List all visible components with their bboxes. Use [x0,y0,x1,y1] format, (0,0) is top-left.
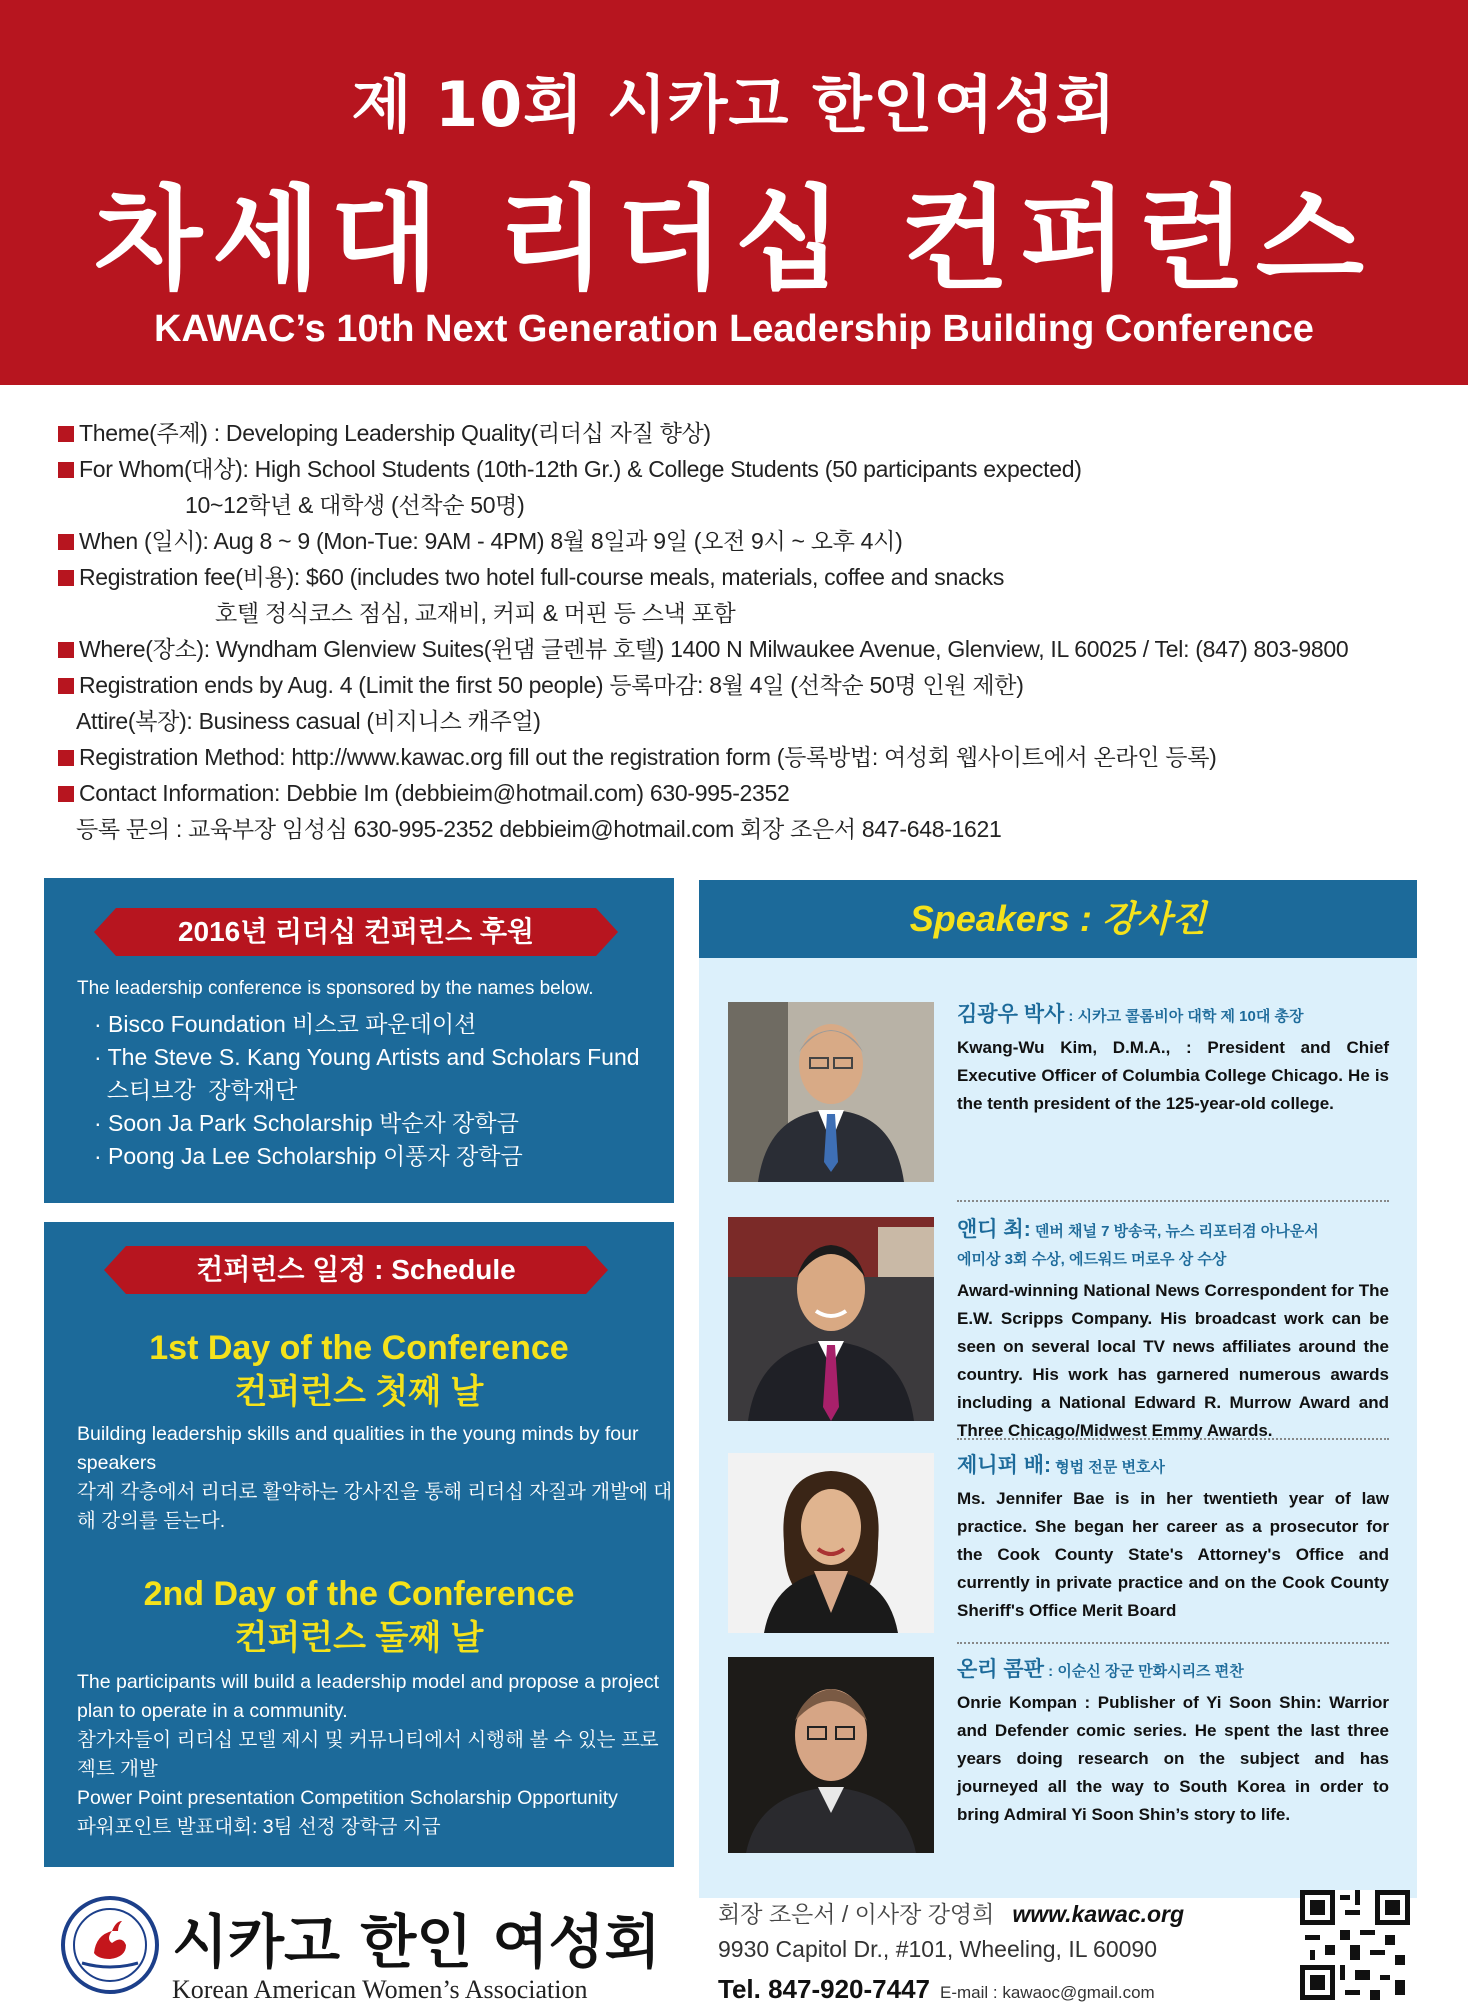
sponsor-item: 스티브강 장학재단 [94,1077,298,1103]
bullet-square-icon [58,678,74,694]
bullet-square-icon [58,642,74,658]
bullet-square-icon [58,750,74,766]
info-attire: Attire(복장): Business casual (비지니스 캐주얼) [76,708,541,734]
speaker-photo [728,1657,934,1853]
info-registration-ends: Registration ends by Aug. 4 (Limit the first 50 people) 등록마감: 8월 4일 (선착순 50명 인원 제한) [58,667,1438,703]
info-fee-kr: 호텔 정식코스 점심, 교재비, 커피 & 머핀 등 스낵 포함 [215,600,736,626]
header-english-title: KAWAC’s 10th Next Generation Leadership Building Conference [154,308,1314,350]
speakers-heading: Speakers : 강사진 [699,880,1417,958]
footer-email[interactable]: E-mail : kawaoc@gmail.com [940,1983,1155,2002]
info-when: When (일시): Aug 8 ~ 9 (Mon-Tue: 9AM - 4PM) 8월 8일과 9일 (오전 9시 ~ 오후 4시) [58,523,1438,559]
speaker-separator [957,1200,1389,1202]
org-name-english: Korean American Women’s Association [172,1975,588,2004]
info-method: Registration Method: http://www.kawac.org fill out the registration form (등록방법: 여성회 웹사이트에서 온라인 등록) [58,739,1438,775]
day2-text: The participants will build a leadership model and propose a project plan to operate in a community. 참가자들이 리더십 모델 제시 및 커뮤니티에서 시행해 볼 수 있는 프로젝트 개발 Power Point presentation Competition Scholarship Opportunity 파워포인트 발표대회: 3팀 선정 장학금 지급 [77,1671,660,1838]
info-for-whom: For Whom(대상): High School Students (10th-12th Gr.) & College Students (50 participants expected) [58,451,1438,487]
info-fee: Registration fee(비용): $60 (includes two hotel full-course meals, materials, coffee and snacks [58,559,1438,595]
day1-text: Building leadership skills and qualities in the young minds by four speakers 각계 각층에서 리더로 활약하는 강사진을 통해 리더십 자질과 개발에 대해 강의를 듣는다. [77,1423,673,1532]
sponsors-panel [44,878,674,1203]
event-info [58,415,1438,847]
schedule-title: 컨퍼런스 일정 : Schedule [126,1246,586,1294]
speaker-bio: Kwang-Wu Kim, D.M.A., : President and Chief Executive Officer of Columbia College Chicago. He is the tenth president of the 125-year-old college. [957,1038,1389,1113]
footer-address: 9930 Capitol Dr., #101, Wheeling, IL 60090 [718,1936,1157,1962]
qr-code-icon[interactable] [1300,1890,1410,2000]
speakers-panel [699,880,1417,1898]
sponsor-item: · Soon Ja Park Scholarship 박순자 장학금 [94,1110,519,1136]
header-title: 차세대 리더십 컨퍼런스 [94,175,1374,305]
footer-website-link[interactable]: www.kawac.org [1012,1901,1185,1927]
speaker-photo [728,1453,934,1633]
org-name-korean: 시카고 한인 여성회 [172,1908,661,1976]
speaker-text [957,1217,1389,1445]
speaker-name: 제니퍼 배: [957,1454,1051,1477]
day1-title-kr: 컨퍼런스 첫째 날 [234,1373,484,1411]
speaker-bio: Onrie Kompan : Publisher of Yi Soon Shin: Warrior and Defender comic series. He spent the last three years doing research on the subject and has journeyed all the way to South Korea in order to bring Admiral Yi Soon Shin’s story to life. [957,1693,1389,1824]
header-banner [0,0,1468,385]
kawa-logo-icon [60,1895,160,1995]
speaker-text [957,1453,1389,1625]
info-theme: Theme(주제) : Developing Leadership Quality(리더십 자질 향상) [58,415,1438,451]
speaker-role-2: 에미상 3회 수상, 에드워드 머로우 상 수상 [957,1251,1227,1268]
footer-tel: Tel. 847-920-7447 [718,1974,930,2004]
sponsors-list [94,1008,640,1173]
speaker-name: 앤디 최: [957,1218,1031,1241]
speaker-role: 형법 전문 변호사 [1050,1459,1165,1476]
day2-title-en: 2nd Day of the Conference [143,1575,575,1613]
bullet-square-icon [58,426,74,442]
day1-title-en: 1st Day of the Conference [149,1329,569,1367]
speaker-photo [728,1002,934,1182]
speaker-bio: Award-winning National News Correspondent for The E.W. Scripps Company. His broadcast work can be seen on several local TV news affiliates around the country. His work has garnered numerous awards including a National Edward R. Murrow Award and Three Chicago/Midwest Emmy Awards. [957,1281,1389,1440]
info-for-whom-kr: 10~12학년 & 대학생 (선착순 50명) [185,492,525,518]
day2-title-kr: 컨퍼런스 둘째 날 [234,1619,484,1657]
speaker-role: : 시카고 콜롬비아 대학 제 10대 총장 [1064,1008,1304,1025]
bullet-square-icon [58,462,74,478]
speaker-role: 덴버 채널 7 방송국, 뉴스 리포터겸 아나운서 [1030,1223,1319,1240]
speaker-text [957,1657,1389,1829]
speaker-separator [957,1438,1389,1440]
info-contact-kr: 등록 문의 : 교육부장 임성심 630-995-2352 debbieim@hotmail.com 회장 조은서 847-648-1621 [76,816,1002,842]
footer-officers: 회장 조은서 / 이사장 강영희 [718,1901,995,1927]
bullet-square-icon [58,570,74,586]
speaker-name: 온리 콤판 [957,1658,1044,1681]
bullet-square-icon [58,786,74,802]
sponsors-title: 2016년 리더십 컨퍼런스 후원 [116,908,596,956]
speaker-bio: Ms. Jennifer Bae is in her twentieth year of law practice. She began her career as a prosecutor for the Cook County State's Attorney's Office and currently in private practice and on the Cook County Sheriff's Office Merit Board [957,1489,1389,1620]
speaker-role: : 이순신 장군 만화시리즈 편찬 [1043,1663,1244,1680]
footer-officers-row [718,1896,1184,1929]
info-where: Where(장소): Wyndham Glenview Suites(윈댐 글렌뷰 호텔) 1400 N Milwaukee Avenue, Glenview, IL 60025 / Tel: (847) 803-9800 [58,631,1438,667]
info-contact: Contact Information: Debbie Im (debbieim@hotmail.com) 630-995-2352 [58,775,1438,811]
sponsor-item: · The Steve S. Kang Young Artists and Scholars Fund [94,1044,640,1070]
speaker-text [957,1002,1389,1118]
sponsor-item: · Bisco Foundation 비스코 파운데이션 [94,1011,477,1037]
speaker-name: 김광우 박사 [957,1003,1065,1026]
footer-contact-row [718,1974,1155,2005]
bullet-square-icon [58,534,74,550]
header-subtitle: 제 10회 시카고 한인여성회 [351,68,1117,141]
sponsor-item: · Poong Ja Lee Scholarship 이풍자 장학금 [94,1143,523,1169]
speaker-separator [957,1642,1389,1644]
speaker-photo [728,1217,934,1421]
sponsors-intro: The leadership conference is sponsored by the names below. [77,978,594,999]
schedule-panel [44,1222,674,1867]
